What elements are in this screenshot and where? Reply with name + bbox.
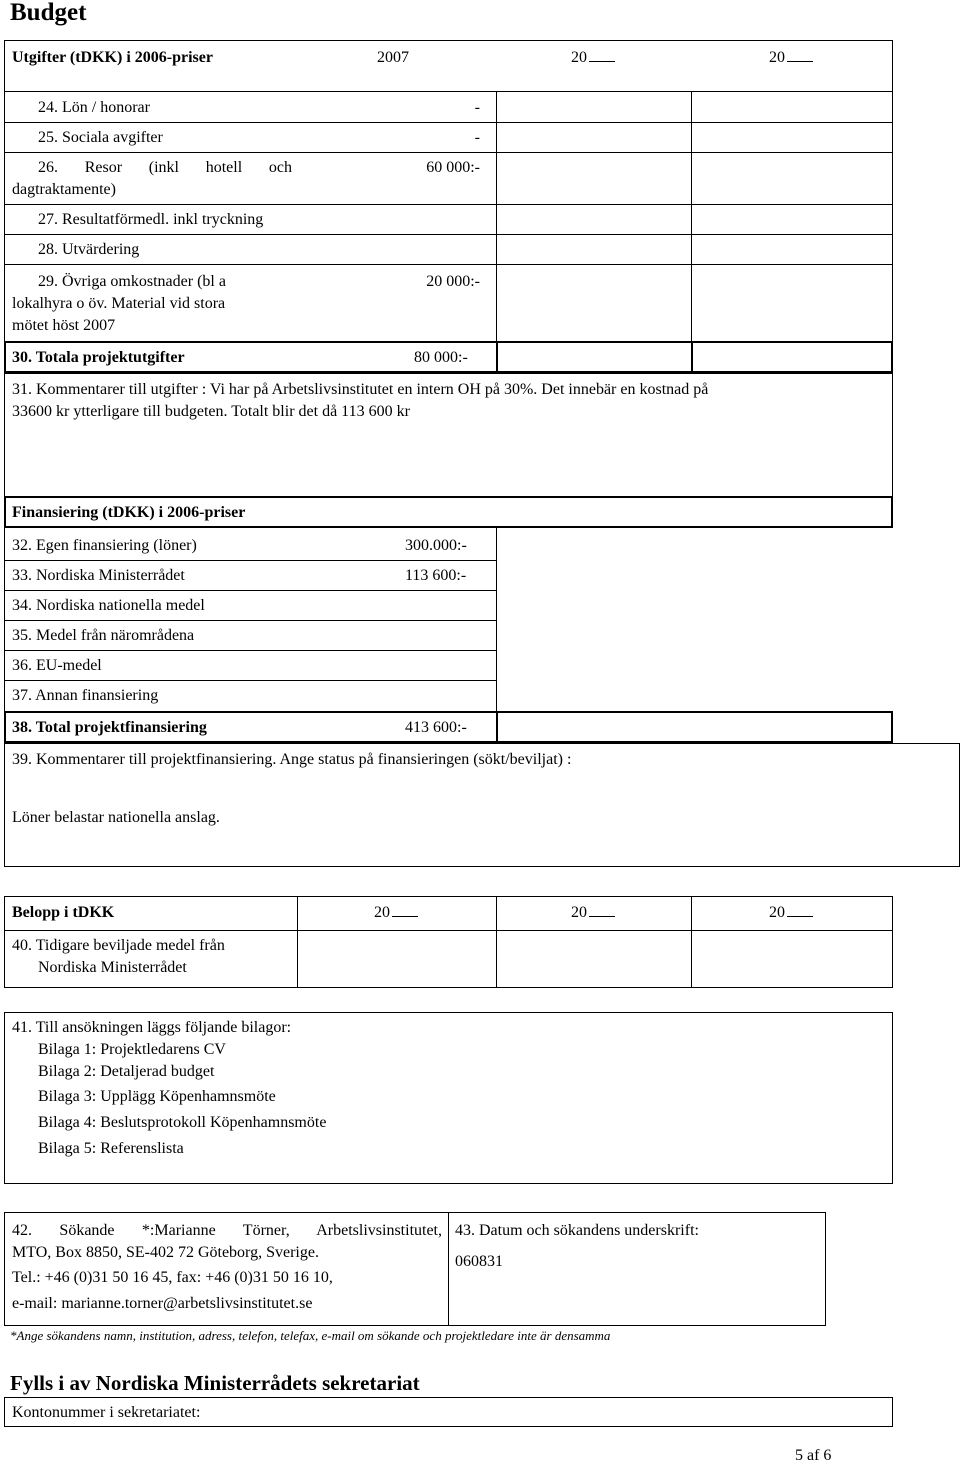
attachment-item: Bilaga 4: Beslutsprotokoll Köpenhamnsmöte: [38, 1114, 327, 1131]
financing-row-label: 36. EU-medel: [12, 657, 102, 674]
applicant-line: e-mail: marianne.torner@arbetslivsinstitutet.se: [12, 1295, 313, 1312]
expenses-comment-line: 33600 kr ytterligare till budgeten. Totalt blir det då 113 600 kr: [12, 403, 410, 420]
financing-row-value: 300.000:-: [405, 537, 467, 554]
account-number-label: Kontonummer i sekretariatet:: [12, 1404, 201, 1421]
expense-row-value: 60 000:-: [426, 159, 480, 176]
grants-year-3: 20: [769, 903, 813, 923]
expense-row-value: 20 000:-: [426, 273, 480, 290]
financing-comment-label: 39. Kommentarer till projektfinansiering. Ange status på finansieringen (sökt/beviljat) :: [12, 751, 572, 768]
grants-year-1: 20: [374, 903, 418, 923]
financing-row-label: 35. Medel från närområdena: [12, 627, 195, 644]
expense-row-label-cont: lokalhyra o öv. Material vid stora: [12, 295, 226, 312]
date-signature-label: 43. Datum och sökandens underskrift:: [455, 1222, 699, 1239]
financing-row-label: 33. Nordiska Ministerrådet: [12, 567, 185, 584]
expenses-total-label: 30. Totala projektutgifter: [12, 349, 185, 366]
page-number: 5 af 6: [795, 1447, 832, 1464]
attachment-item: Bilaga 2: Detaljerad budget: [38, 1063, 215, 1080]
expenses-year-1: 2007: [377, 49, 409, 66]
expense-row-label-cont: dagtraktamente): [12, 181, 116, 198]
attachment-item: Bilaga 1: Projektledarens CV: [38, 1041, 226, 1058]
applicant-line: MTO, Box 8850, SE-402 72 Göteborg, Sverige.: [12, 1244, 319, 1261]
expense-row-value: -: [474, 129, 480, 146]
expense-row-label-cont: mötet höst 2007: [12, 317, 116, 334]
financing-row-value: 113 600:-: [405, 567, 467, 584]
expense-row-label: 28. Utvärdering: [38, 241, 140, 258]
expense-row-label: 24. Lön / honorar: [38, 99, 150, 116]
expense-row-value: -: [474, 99, 480, 116]
expenses-total-value: 80 000:-: [414, 349, 468, 366]
expense-row-label: 27. Resultatförmedl. inkl tryckning: [38, 211, 264, 228]
grants-row-label-cont: Nordiska Ministerrådet: [38, 959, 187, 976]
applicant-line: Tel.: +46 (0)31 50 16 45, fax: +46 (0)31 50 16 10,: [12, 1269, 333, 1286]
expense-row-label: 29. Övriga omkostnader (bl a: [38, 273, 226, 290]
attachments-intro: 41. Till ansökningen läggs följande bilagor:: [12, 1019, 292, 1036]
expenses-comment-line: 31. Kommentarer till utgifter : Vi har på Arbetslivsinstitutet en intern OH på 30%. Det innebär en kostnad på: [12, 381, 709, 398]
financing-total-label: 38. Total projektfinansiering: [12, 719, 207, 736]
expenses-year-2: 20: [571, 48, 615, 68]
attachment-item: Bilaga 3: Upplägg Köpenhamnsmöte: [38, 1088, 276, 1105]
date-value: 060831: [455, 1253, 503, 1270]
financing-comment-text: Löner belastar nationella anslag.: [12, 809, 220, 826]
expense-row-label: 25. Sociala avgifter: [38, 129, 163, 146]
expense-row-label: 26. Resor (inkl hotell och: [38, 159, 292, 176]
financing-header: Finansiering (tDKK) i 2006-priser: [12, 504, 246, 521]
expenses-year-3: 20: [769, 48, 813, 68]
financing-row-label: 32. Egen finansiering (löner): [12, 537, 197, 554]
financing-row-label: 37. Annan finansiering: [12, 687, 159, 704]
attachment-item: Bilaga 5: Referenslista: [38, 1140, 184, 1157]
applicant-line: 42. Sökande *:Marianne Törner, Arbetslivsinstitutet,: [12, 1222, 442, 1239]
applicant-footnote: *Ange sökandens namn, institution, adress, telefon, telefax, e-mail om sökande och projektledare inte är densamma: [10, 1328, 611, 1343]
grants-year-2: 20: [571, 903, 615, 923]
expenses-header: Utgifter (tDKK) i 2006-priser: [12, 49, 213, 66]
financing-total-value: 413 600:-: [405, 719, 467, 736]
financing-row-label: 34. Nordiska nationella medel: [12, 597, 205, 614]
grants-row-label: 40. Tidigare beviljade medel från: [12, 937, 225, 954]
grants-header: Belopp i tDKK: [12, 904, 115, 921]
page-title: Budget: [10, 0, 87, 26]
secretariat-title: Fylls i av Nordiska Ministerrådets sekretariat: [10, 1371, 420, 1395]
